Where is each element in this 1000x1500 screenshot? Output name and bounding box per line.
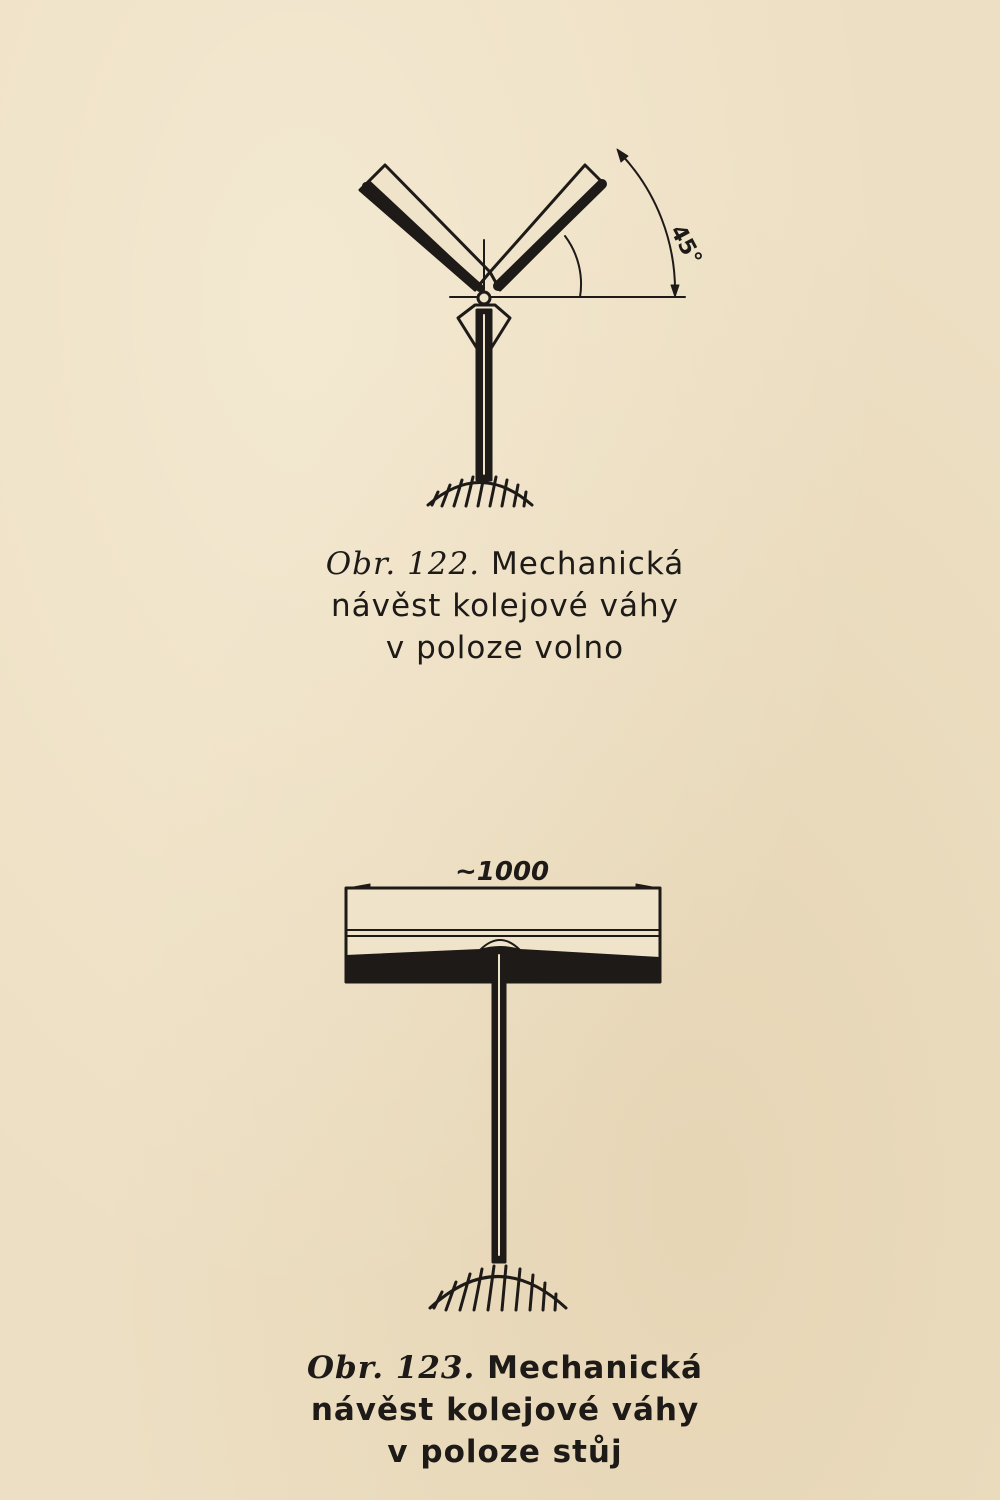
figure-number: Obr. 122.	[325, 546, 481, 582]
figure-number: Obr. 123.	[307, 1350, 476, 1386]
caption-line-2: návěst kolejové váhy	[331, 588, 679, 624]
figure-title: Mechanická	[487, 1350, 703, 1386]
caption-figure-122	[250, 543, 760, 669]
dimension-arc	[620, 153, 675, 295]
caption-figure-123	[250, 1347, 760, 1473]
caption-line-2: návěst kolejové váhy	[310, 1392, 700, 1428]
figure-122-diagram	[340, 140, 720, 520]
angle-arc	[565, 236, 581, 297]
figure-title: Mechanická	[491, 546, 685, 582]
dimension-label: ~1000	[455, 857, 550, 887]
mast	[493, 950, 505, 1262]
signal-clear-drawing	[340, 140, 720, 520]
left-arm	[360, 165, 490, 290]
caption-line-1	[250, 543, 760, 585]
ground-mound	[430, 1266, 566, 1310]
figure-123-diagram	[330, 850, 680, 1320]
caption-line-3: v poloze volno	[385, 630, 625, 666]
right-arm	[490, 165, 605, 290]
caption-line-3: v poloze stůj	[387, 1434, 623, 1470]
caption-line-1	[250, 1347, 760, 1389]
angle-label: 45°	[664, 221, 707, 270]
signal-stop-drawing	[330, 850, 680, 1320]
mast	[477, 310, 491, 480]
